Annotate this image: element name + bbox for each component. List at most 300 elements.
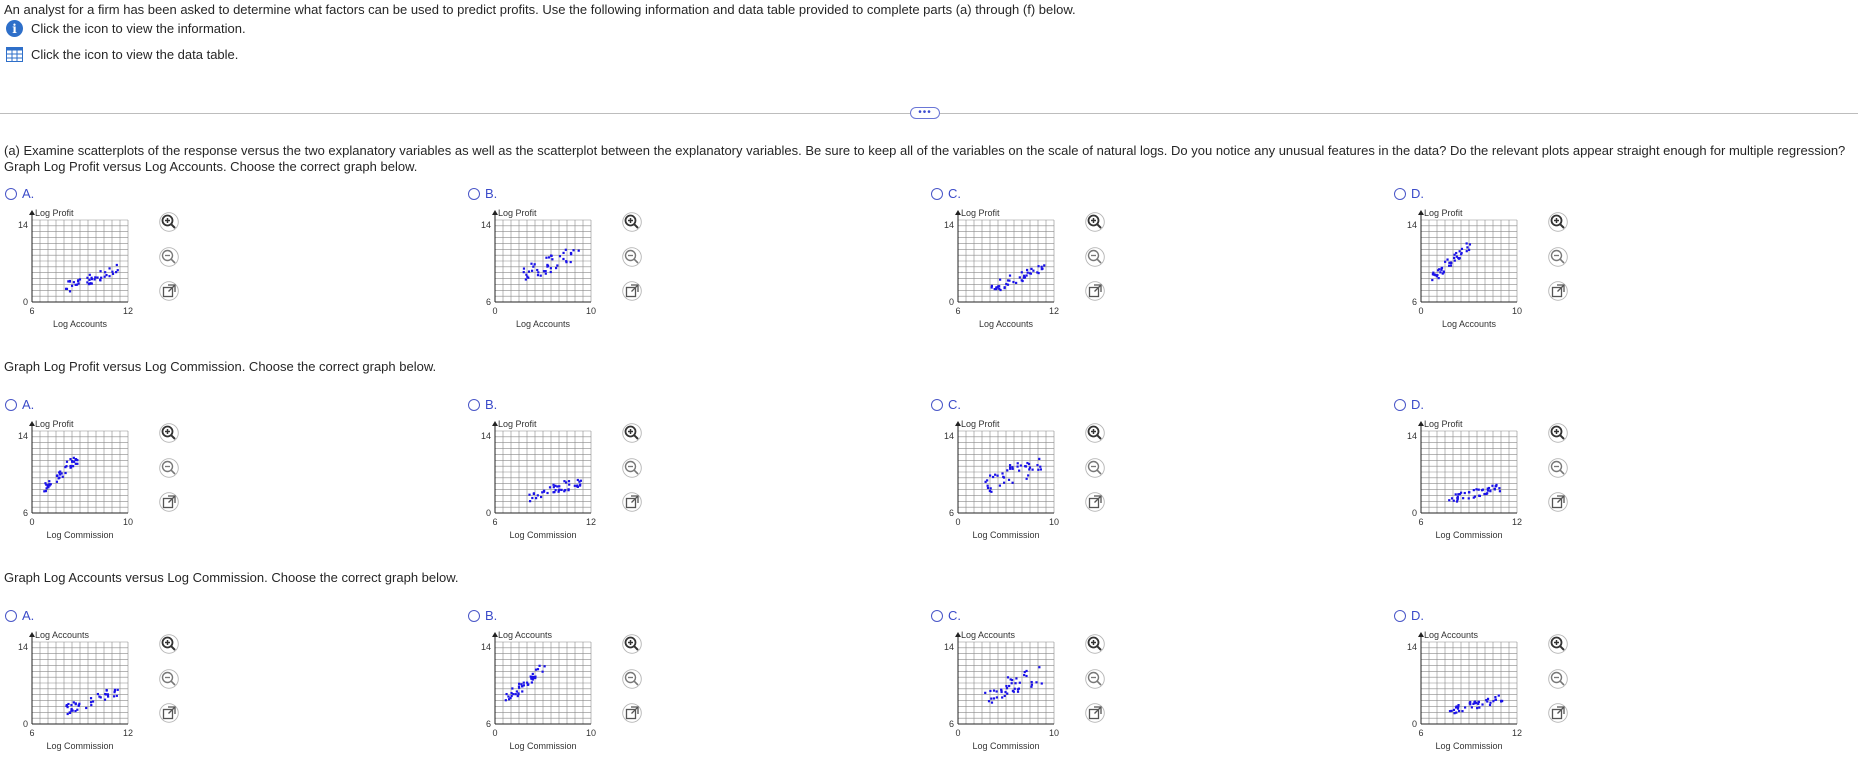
answer-option[interactable] bbox=[1394, 397, 1624, 562]
scatter-point bbox=[570, 261, 572, 263]
scatter-point bbox=[116, 264, 118, 266]
scatter-point bbox=[70, 704, 72, 706]
y-axis-label: Log Profit bbox=[961, 208, 1000, 218]
scatter-point bbox=[99, 270, 101, 272]
answer-option[interactable] bbox=[1394, 186, 1624, 351]
scatter-point bbox=[71, 285, 73, 287]
scatter-point bbox=[1004, 286, 1006, 288]
option-header[interactable] bbox=[5, 608, 34, 623]
scatter-point bbox=[1011, 682, 1013, 684]
x-tick-label: 6 bbox=[29, 728, 35, 738]
scatter-point bbox=[993, 689, 995, 691]
scatter-point bbox=[1024, 465, 1026, 467]
scatter-point bbox=[1041, 268, 1043, 270]
scatter-point bbox=[517, 695, 519, 697]
scatter-point bbox=[546, 492, 548, 494]
x-axis-label: Log Accounts bbox=[515, 319, 571, 329]
zoom-in-icon[interactable] bbox=[1085, 423, 1105, 443]
scatter-point bbox=[565, 249, 567, 251]
scatter-point bbox=[1026, 269, 1028, 271]
plot-grid bbox=[958, 431, 1054, 513]
popout-icon[interactable] bbox=[622, 703, 642, 723]
expand-button[interactable]: ••• bbox=[910, 107, 940, 119]
scatter-point bbox=[1004, 695, 1006, 697]
scatter-point bbox=[1036, 464, 1038, 466]
scatter-point bbox=[568, 488, 570, 490]
scatterplot bbox=[931, 626, 1076, 751]
scatter-point bbox=[547, 265, 549, 267]
option-radio[interactable] bbox=[5, 399, 17, 411]
answer-option[interactable] bbox=[5, 608, 235, 773]
scatter-point bbox=[518, 683, 520, 685]
scatter-point bbox=[1026, 478, 1028, 480]
y-axis-label: Log Profit bbox=[35, 208, 74, 218]
scatter-point bbox=[1468, 497, 1470, 499]
option-radio[interactable] bbox=[468, 610, 480, 622]
popout-icon[interactable] bbox=[1085, 281, 1105, 301]
scatter-point bbox=[71, 708, 73, 710]
zoom-in-icon[interactable] bbox=[622, 634, 642, 654]
scatter-point bbox=[1432, 272, 1434, 274]
scatter-point bbox=[98, 695, 100, 697]
scatterplot bbox=[931, 415, 1076, 540]
answer-option[interactable] bbox=[468, 397, 698, 562]
scatter-point bbox=[560, 489, 562, 491]
scatter-point bbox=[532, 266, 534, 268]
info-icon[interactable]: i bbox=[6, 20, 23, 37]
option-radio[interactable] bbox=[468, 188, 480, 200]
x-tick-label: 12 bbox=[1511, 728, 1523, 738]
scatter-point bbox=[505, 693, 507, 695]
scatter-point bbox=[1027, 272, 1029, 274]
plot-grid bbox=[32, 220, 128, 302]
x-axis-label: Log Accounts bbox=[1441, 319, 1497, 329]
zoom-out-icon[interactable] bbox=[622, 458, 642, 478]
popout-icon[interactable] bbox=[1085, 703, 1105, 723]
option-header[interactable] bbox=[1394, 608, 1424, 623]
scatter-point bbox=[1038, 666, 1040, 668]
zoom-out-icon[interactable] bbox=[159, 247, 179, 267]
scatter-point bbox=[1440, 269, 1442, 271]
scatter-point bbox=[1001, 696, 1003, 698]
scatter-point bbox=[540, 275, 542, 277]
popout-icon[interactable] bbox=[1548, 492, 1568, 512]
x-tick-label: 0 bbox=[29, 517, 35, 527]
scatter-point bbox=[568, 483, 570, 485]
scatter-point bbox=[988, 700, 990, 702]
scatter-point bbox=[1029, 467, 1031, 469]
option-radio[interactable] bbox=[1394, 399, 1406, 411]
x-tick-label: 6 bbox=[29, 306, 35, 316]
scatter-point bbox=[1009, 464, 1011, 466]
option-header[interactable] bbox=[468, 397, 497, 412]
scatter-point bbox=[1458, 710, 1460, 712]
scatter-point bbox=[108, 267, 110, 269]
scatter-point bbox=[1489, 702, 1491, 704]
scatter-point bbox=[996, 696, 998, 698]
option-radio[interactable] bbox=[5, 610, 17, 622]
option-header[interactable] bbox=[468, 186, 497, 201]
plot-grid bbox=[495, 220, 591, 302]
scatter-point bbox=[578, 250, 580, 252]
scatterplot bbox=[1394, 415, 1539, 540]
option-letter: A. bbox=[22, 608, 35, 623]
scatter-point bbox=[1021, 279, 1023, 281]
x-tick-label: 0 bbox=[492, 728, 498, 738]
option-radio[interactable] bbox=[1394, 188, 1406, 200]
option-radio[interactable] bbox=[931, 399, 943, 411]
scatter-point bbox=[543, 270, 545, 272]
option-letter: D. bbox=[1411, 397, 1424, 412]
scatter-point bbox=[108, 275, 110, 277]
scatter-point bbox=[1453, 254, 1455, 256]
scatter-point bbox=[104, 276, 106, 278]
scatter-point bbox=[1041, 266, 1043, 268]
scatter-point bbox=[1030, 273, 1032, 275]
x-tick-label: 12 bbox=[1048, 306, 1060, 316]
option-header[interactable] bbox=[931, 608, 961, 623]
scatter-point bbox=[1016, 465, 1018, 467]
y-tick-label: 6 bbox=[1411, 297, 1417, 307]
plot-grid bbox=[958, 220, 1054, 302]
scatter-point bbox=[552, 484, 554, 486]
scatter-point bbox=[993, 697, 995, 699]
zoom-out-icon[interactable] bbox=[1548, 669, 1568, 689]
scatter-point bbox=[989, 690, 991, 692]
zoom-out-icon[interactable] bbox=[1085, 458, 1105, 478]
scatter-point bbox=[525, 278, 527, 280]
zoom-in-icon[interactable] bbox=[159, 212, 179, 232]
x-tick-label: 10 bbox=[122, 517, 134, 527]
scatter-point bbox=[85, 707, 87, 709]
scatter-point bbox=[984, 692, 986, 694]
y-tick-label: 14 bbox=[943, 220, 954, 230]
scatter-point bbox=[999, 279, 1001, 281]
scatter-point bbox=[1025, 274, 1027, 276]
option-header[interactable] bbox=[1394, 186, 1424, 201]
scatter-point bbox=[1024, 276, 1026, 278]
scatterplot bbox=[931, 204, 1076, 329]
option-header[interactable] bbox=[5, 397, 34, 412]
scatter-point bbox=[1485, 493, 1487, 495]
scatter-point bbox=[1007, 279, 1009, 281]
scatter-point bbox=[1459, 250, 1461, 252]
x-tick-label: 12 bbox=[1511, 517, 1523, 527]
zoom-in-icon[interactable] bbox=[159, 634, 179, 654]
y-axis-label: Log Accounts bbox=[498, 630, 553, 640]
x-axis-label: Log Commission bbox=[1435, 741, 1503, 751]
option-radio[interactable] bbox=[931, 188, 943, 200]
scatter-point bbox=[556, 264, 558, 266]
scatter-point bbox=[1018, 470, 1020, 472]
zoom-out-icon[interactable] bbox=[1085, 247, 1105, 267]
scatter-point bbox=[88, 279, 90, 281]
option-letter: A. bbox=[22, 186, 35, 201]
answer-option[interactable] bbox=[5, 186, 235, 351]
zoom-out-icon[interactable] bbox=[1548, 458, 1568, 478]
scatter-point bbox=[56, 475, 58, 477]
x-tick-label: 12 bbox=[585, 517, 597, 527]
scatter-point bbox=[523, 268, 525, 270]
scatter-point bbox=[107, 695, 109, 697]
scatter-point bbox=[553, 491, 555, 493]
info-link-text: Click the icon to view the information. bbox=[31, 21, 246, 36]
zoom-out-icon[interactable] bbox=[622, 669, 642, 689]
scatter-point bbox=[1431, 279, 1433, 281]
scatter-point bbox=[48, 483, 50, 485]
scatter-point bbox=[531, 270, 533, 272]
scatter-point bbox=[45, 490, 47, 492]
zoom-out-icon[interactable] bbox=[1085, 669, 1105, 689]
scatter-point bbox=[1017, 691, 1019, 693]
scatter-point bbox=[508, 698, 510, 700]
zoom-in-icon[interactable] bbox=[1085, 634, 1105, 654]
option-header[interactable] bbox=[468, 608, 497, 623]
zoom-in-icon[interactable] bbox=[1085, 212, 1105, 232]
scatter-point bbox=[991, 285, 993, 287]
y-tick-label: 6 bbox=[22, 508, 28, 518]
scatter-point bbox=[1460, 253, 1462, 255]
scatter-point bbox=[558, 485, 560, 487]
x-tick-label: 10 bbox=[1511, 306, 1523, 316]
answer-option[interactable] bbox=[468, 608, 698, 773]
scatter-point bbox=[1013, 691, 1015, 693]
option-header[interactable] bbox=[1394, 397, 1424, 412]
scatter-point bbox=[1469, 243, 1471, 245]
scatter-point bbox=[1461, 710, 1463, 712]
plot-grid bbox=[495, 642, 591, 724]
scatter-point bbox=[1015, 282, 1017, 284]
y-tick-label: 6 bbox=[485, 719, 491, 729]
answer-option[interactable] bbox=[5, 397, 235, 562]
scatter-point bbox=[78, 705, 80, 707]
zoom-out-icon[interactable] bbox=[159, 669, 179, 689]
option-letter: B. bbox=[485, 397, 498, 412]
scatter-point bbox=[542, 671, 544, 673]
scatter-point bbox=[538, 665, 540, 667]
scatter-point bbox=[1011, 466, 1013, 468]
scatter-point bbox=[1031, 681, 1033, 683]
table-link-row[interactable] bbox=[6, 47, 238, 62]
y-tick-label: 6 bbox=[948, 508, 954, 518]
popout-icon[interactable] bbox=[1085, 492, 1105, 512]
scatter-point bbox=[56, 481, 58, 483]
option-letter: B. bbox=[485, 186, 498, 201]
scatter-point bbox=[574, 485, 576, 487]
scatter-point bbox=[92, 700, 94, 702]
scatter-point bbox=[534, 263, 536, 265]
scatter-point bbox=[116, 695, 118, 697]
option-radio[interactable] bbox=[5, 188, 17, 200]
scatter-point bbox=[1433, 274, 1435, 276]
scatter-point bbox=[76, 284, 78, 286]
x-axis-label: Log Commission bbox=[46, 530, 114, 540]
scatter-point bbox=[570, 252, 572, 254]
zoom-in-icon[interactable] bbox=[1548, 423, 1568, 443]
scatter-point bbox=[1038, 272, 1040, 274]
scatter-point bbox=[1498, 694, 1500, 696]
y-tick-label: 14 bbox=[1406, 431, 1417, 441]
scatter-point bbox=[549, 486, 551, 488]
scatter-point bbox=[555, 489, 557, 491]
scatter-point bbox=[1028, 463, 1030, 465]
scatter-point bbox=[511, 687, 513, 689]
scatter-point bbox=[64, 472, 66, 474]
popout-icon[interactable] bbox=[622, 281, 642, 301]
scatter-point bbox=[999, 485, 1001, 487]
scatter-point bbox=[1488, 487, 1490, 489]
y-axis-label: Log Profit bbox=[961, 419, 1000, 429]
question-prompt: Graph Log Profit versus Log Accounts. Choose the correct graph below. bbox=[4, 159, 418, 174]
zoom-out-icon[interactable] bbox=[159, 458, 179, 478]
info-link-row[interactable] bbox=[6, 20, 246, 37]
scatter-point bbox=[75, 459, 77, 461]
scatter-point bbox=[1481, 489, 1483, 491]
option-radio[interactable] bbox=[931, 610, 943, 622]
scatter-point bbox=[69, 290, 71, 292]
x-tick-label: 6 bbox=[492, 517, 498, 527]
answer-option[interactable] bbox=[468, 186, 698, 351]
scatter-point bbox=[1487, 490, 1489, 492]
scatter-point bbox=[550, 267, 552, 269]
scatter-point bbox=[1000, 688, 1002, 690]
x-tick-label: 6 bbox=[1418, 728, 1424, 738]
scatter-point bbox=[1500, 700, 1502, 702]
scatter-point bbox=[75, 703, 77, 705]
y-tick-label: 6 bbox=[948, 719, 954, 729]
popout-icon[interactable] bbox=[159, 281, 179, 301]
scatter-point bbox=[989, 474, 991, 476]
scatter-point bbox=[580, 480, 582, 482]
answer-option[interactable] bbox=[1394, 608, 1624, 773]
zoom-out-icon[interactable] bbox=[1548, 247, 1568, 267]
x-axis-label: Log Commission bbox=[972, 741, 1040, 751]
zoom-in-icon[interactable] bbox=[1548, 212, 1568, 232]
scatter-point bbox=[1483, 493, 1485, 495]
y-tick-label: 14 bbox=[17, 642, 28, 652]
scatter-point bbox=[90, 701, 92, 703]
scatter-point bbox=[1457, 704, 1459, 706]
y-tick-label: 14 bbox=[480, 642, 491, 652]
scatter-point bbox=[541, 491, 543, 493]
y-axis-label: Log Profit bbox=[498, 208, 537, 218]
zoom-in-icon[interactable] bbox=[622, 423, 642, 443]
scatter-point bbox=[1037, 469, 1039, 471]
y-axis-label: Log Accounts bbox=[1424, 630, 1479, 640]
option-radio[interactable] bbox=[468, 399, 480, 411]
answer-option[interactable] bbox=[931, 397, 1161, 562]
table-link-text: Click the icon to view the data table. bbox=[31, 47, 239, 62]
scatter-point bbox=[545, 257, 547, 259]
y-tick-label: 0 bbox=[948, 297, 954, 307]
scatter-point bbox=[1451, 497, 1453, 499]
scatter-point bbox=[1032, 270, 1034, 272]
popout-icon[interactable] bbox=[159, 492, 179, 512]
x-tick-label: 10 bbox=[585, 306, 597, 316]
y-axis-label: Log Profit bbox=[498, 419, 537, 429]
scatter-point bbox=[536, 269, 538, 271]
popout-icon[interactable] bbox=[622, 492, 642, 512]
scatter-point bbox=[530, 263, 532, 265]
y-axis-label: Log Profit bbox=[1424, 208, 1463, 218]
scatter-point bbox=[987, 487, 989, 489]
scatter-point bbox=[1009, 275, 1011, 277]
option-letter: B. bbox=[485, 608, 498, 623]
scatter-point bbox=[996, 690, 998, 692]
scatter-point bbox=[523, 271, 525, 273]
scatter-point bbox=[535, 669, 537, 671]
scatter-point bbox=[1464, 706, 1466, 708]
scatter-point bbox=[544, 665, 546, 667]
scatter-point bbox=[96, 276, 98, 278]
scatter-point bbox=[89, 274, 91, 276]
scatter-point bbox=[1489, 489, 1491, 491]
scatter-point bbox=[1494, 696, 1496, 698]
zoom-in-icon[interactable] bbox=[1548, 634, 1568, 654]
x-axis-label: Log Commission bbox=[509, 530, 577, 540]
scatter-point bbox=[559, 255, 561, 257]
scatter-point bbox=[520, 683, 522, 685]
scatter-point bbox=[1448, 265, 1450, 267]
answer-option[interactable] bbox=[931, 608, 1161, 773]
option-radio[interactable] bbox=[1394, 610, 1406, 622]
scatter-point bbox=[78, 703, 80, 705]
option-header[interactable] bbox=[931, 397, 961, 412]
scatter-point bbox=[1495, 485, 1497, 487]
popout-icon[interactable] bbox=[1548, 281, 1568, 301]
scatter-point bbox=[1481, 703, 1483, 705]
zoom-in-icon[interactable] bbox=[159, 423, 179, 443]
x-axis-label: Log Commission bbox=[46, 741, 114, 751]
y-tick-label: 0 bbox=[22, 719, 28, 729]
answer-option[interactable] bbox=[931, 186, 1161, 351]
scatter-point bbox=[1019, 276, 1021, 278]
plot-grid bbox=[958, 642, 1054, 724]
option-header[interactable] bbox=[5, 186, 34, 201]
scatter-point bbox=[1021, 271, 1023, 273]
scatter-point bbox=[518, 687, 520, 689]
scatter-point bbox=[1466, 246, 1468, 248]
x-tick-label: 0 bbox=[1418, 306, 1424, 316]
option-letter: C. bbox=[948, 397, 961, 412]
scatter-point bbox=[992, 476, 994, 478]
scatter-point bbox=[1041, 682, 1043, 684]
option-header[interactable] bbox=[931, 186, 961, 201]
scatter-point bbox=[67, 713, 69, 715]
zoom-in-icon[interactable] bbox=[622, 212, 642, 232]
scatter-point bbox=[1456, 500, 1458, 502]
x-tick-label: 10 bbox=[1048, 517, 1060, 527]
scatter-point bbox=[505, 699, 507, 701]
scatter-point bbox=[565, 481, 567, 483]
data-table-icon[interactable] bbox=[6, 47, 23, 62]
popout-icon[interactable] bbox=[1548, 703, 1568, 723]
scatter-point bbox=[112, 273, 114, 275]
scatter-point bbox=[73, 461, 75, 463]
scatter-point bbox=[526, 682, 528, 684]
scatter-point bbox=[997, 286, 999, 288]
scatter-point bbox=[1453, 500, 1455, 502]
scatter-point bbox=[104, 271, 106, 273]
scatter-point bbox=[1446, 258, 1448, 260]
popout-icon[interactable] bbox=[159, 703, 179, 723]
scatter-point bbox=[525, 274, 527, 276]
y-tick-label: 0 bbox=[1411, 508, 1417, 518]
question-prompt: Graph Log Accounts versus Log Commission. Choose the correct graph below. bbox=[4, 570, 459, 585]
scatter-point bbox=[1457, 497, 1459, 499]
zoom-out-icon[interactable] bbox=[622, 247, 642, 267]
scatter-point bbox=[523, 684, 525, 686]
